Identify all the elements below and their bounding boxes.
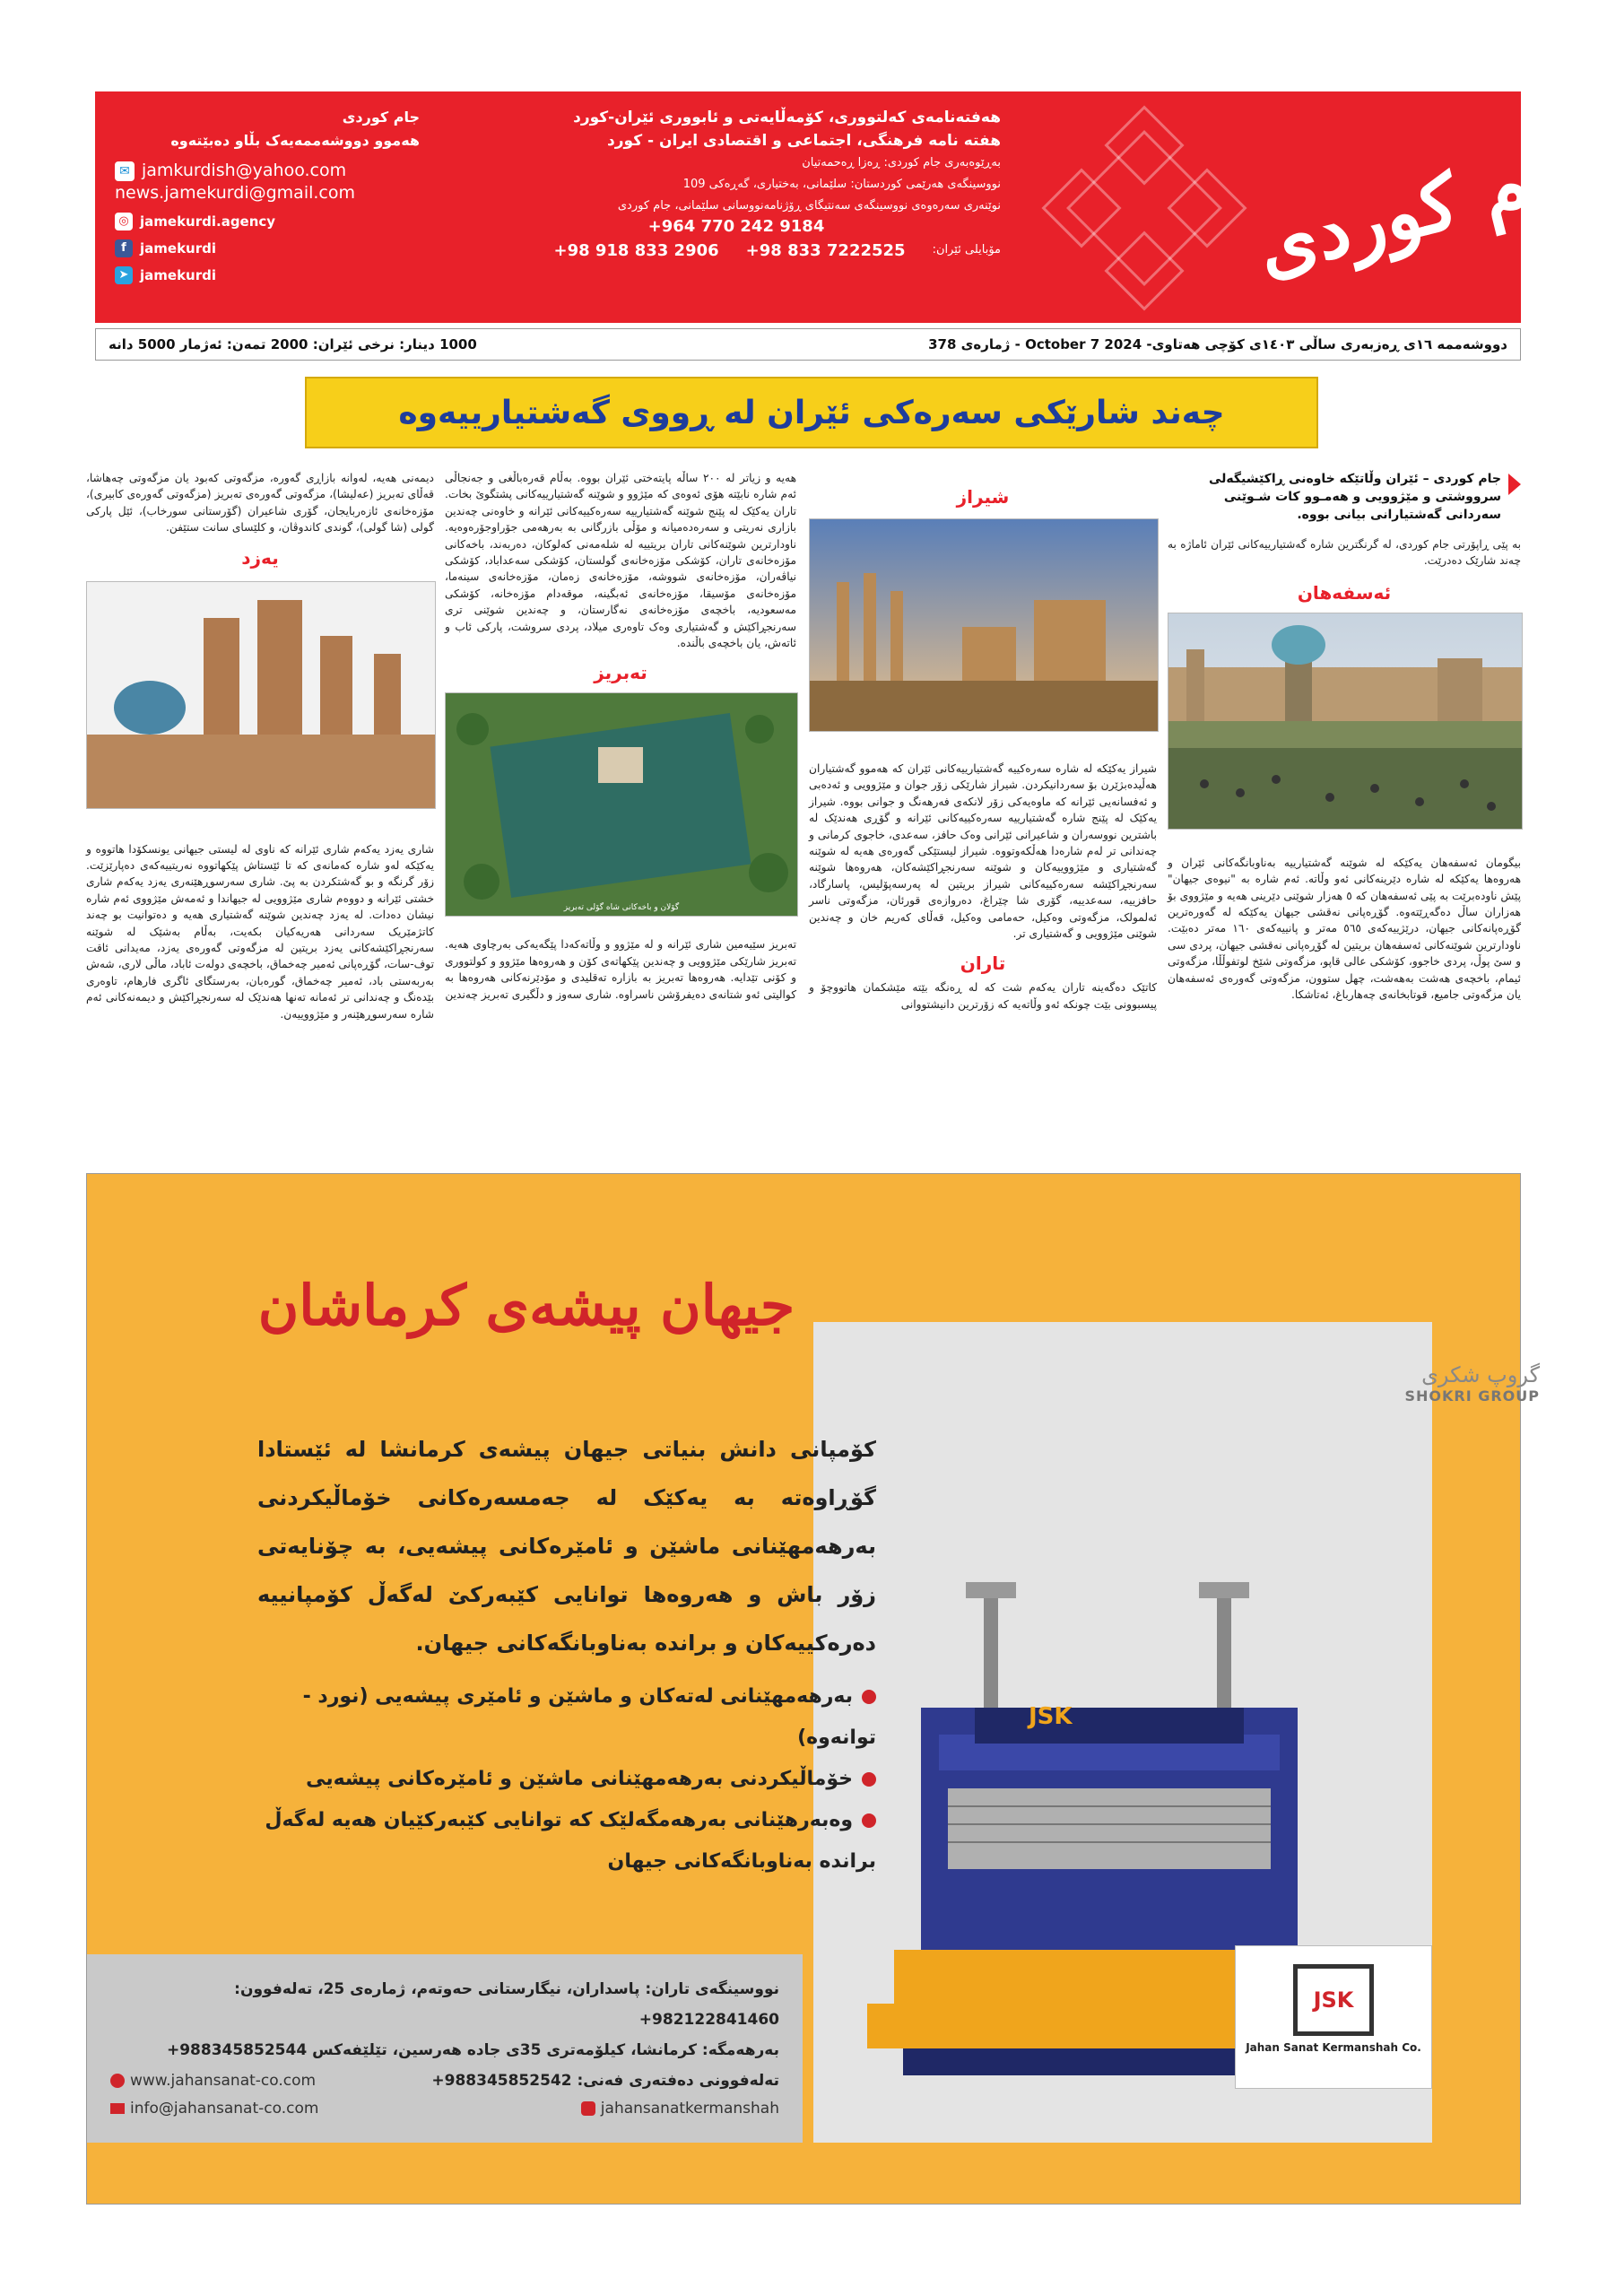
- subheading-yazd: یەزد: [241, 546, 279, 569]
- bullet-icon: [862, 1690, 876, 1704]
- logo: [1247, 91, 1606, 323]
- article-column-2: [809, 470, 1157, 1013]
- shokri-group-en: SHOKRI GROUP: [1404, 1387, 1540, 1405]
- article-shiraz-text: شیراز یەکێکە لە شارە سەرەکییە گەشتیارییەکانی ئێران کە هەموو گەشتیاران هەڵیدەبژێرن بۆ سەردانیکردن. شیراز شارێکی زۆر جوان و مێژوویی و ئەدەبی و ئەفسانەیی ئێرانە کە ماوەیەکی زۆر لانکەی فەرهەنگ و جوانی بووە. شیراز یەکێک لە پێنج شارە گەشتیارییە سەرەکییەکانی ئێرانە و گۆڕی هەندێک لە باشترین نووسەران و شاعیرانی ئێرانی وەک حافز، سەعدی، خاجوی کرمانی و چەندانی تر لەم شارەدا هەڵکەوتووە. شیراز لیستێکی گەورەی هەیە لە شوێنە گەشتیاری و مێژووییەکان و شوێنە سەرنجڕاکێشەکان، هەروەها شوێنە سەرنجڕاکێشە سەرەکییەکانی شیراز بریتین لە پەرسەپۆلیس، پاسارگاد، حافزییە، سەعدییە، گۆری شا چێراغ، دەروازەی قورئان، مزگەوتی ناسر ئەلمولک، مزگەوتی وەکیل، حەمامی وەکیل، قەڵای کەریم خان و چەندین شوێنی مێژوویی و گەشتیاری تر.: [809, 762, 1157, 941]
- issue-date: دووشەممە ١٦ی ڕەزبەری ساڵی ١٤٠٣ی کۆچی هەتاوی- 2024 7 October - ژمارەی 378: [928, 336, 1507, 352]
- photo-shiraz: [809, 518, 1159, 732]
- bullet-icon: [862, 1813, 876, 1828]
- email-icon: ✉: [115, 161, 135, 181]
- jsk-logo-box: [1235, 1945, 1432, 2089]
- instagram-icon: [581, 2101, 595, 2116]
- email-icon: [110, 2103, 125, 2114]
- article-column-3: [445, 470, 796, 1003]
- left-subtitle: هەموو دووشەممەیەک بڵاو دەبێتەوە: [170, 132, 420, 149]
- ad-instagram[interactable]: jahansanatkermanshah: [600, 2100, 779, 2118]
- photo-isfahan: [1168, 613, 1523, 830]
- logo-text: جام کوردی: [1247, 121, 1606, 292]
- article-tehran-text: کاتێک دەگەینە تاران یەکەم شت کە لە ڕەنگە بێتە مێشکمان هاتووچۆ و پیسبوونی بێت چونکە ئەو وڵاتەیە کە زۆرترین دانیشتووانی: [809, 981, 1157, 1011]
- decorative-motif: [1037, 100, 1252, 316]
- subheading-isfahan: ئەسفەهان: [1297, 581, 1392, 604]
- facebook-handle[interactable]: jamekurdi: [140, 240, 216, 257]
- weekly-title-fa: هفته نامه فرهنگی، اجتماعی و اقتصادی ایران - کورد: [607, 132, 1001, 150]
- headline: چەند شارێکی سەرەکی ئێران لە ڕووی گەشتیارییەوە: [305, 377, 1318, 448]
- machine-brand-label: JSK: [1029, 1703, 1073, 1730]
- office-rep: نوێنەری سەرەوەی نووسینگەی سەنتیگای ڕۆژنامەنووسانی سلێمانی، جام کوردی: [617, 199, 1001, 213]
- facebook-icon: f: [115, 239, 133, 257]
- left-title: جام کوردی: [342, 109, 420, 126]
- lead-marker-icon: [1508, 474, 1521, 495]
- article-isfahan-text: بیگومان ئەسفەهان یەکێکە لە شوێنە گەشتیارییە بەناوبانگەکانی ئێران و هەروەها یەکێکە لە شارە دێرینەکانی ئەو وڵاتە. ئەم شارە بە "نیوەی جیهان" پێش ناودەبرێت بە پێی ئەسفەهان کە ٥ هەزار شوێنی دێرینی هەیە و مێژووی بۆ هەزاران ساڵ دەگەڕێتەوە. گۆڕەپانی نەقشی جیهان یەکێکە لە گەورەترین گۆڕەپانەکانی جیهان، درێژییەکەی ٥٦٥ مەتر و پانییەکەی ١٦٠ مەتر دەبێت. ناودارترین شوێنەکانی ئەسفەهان بریتین لە گۆڕەپانی نەقشی جیهان، پردی سی و سێ پوڵ، پردی خاجوو، کۆشکی عالی قاپو، مزگەوتی شێخ لوتفوڵڵا، مزگەوتی ئیمام، باخچەی هەشت بەهەشت، چهل ستوون، مزگەوتی گەورەی ئەسفەهان یان مزگەوتی جامیع، قوتابخانەی چەهارباغ، ئەتاشکا.: [1168, 856, 1521, 1002]
- price-info: 1000 دینار: نرخی ئێران: 2000 تمەن: ئەژمار 5000 دانە: [109, 336, 477, 352]
- office-kurdistan: نووسینگەی هەرێمی کوردستان: سلێمانی، بەختیاری، گەڕەکی 109: [682, 178, 1001, 191]
- date-bar: [95, 328, 1521, 361]
- article-tehran-continued: هەیە و زیاتر لە ٢٠٠ ساڵە پایتەختی ئێران بووە. بەڵام قەرەباڵغی و جەنجاڵی ئەم شارە نابێتە هۆی ئەوەی کە مێژوو و شوێنە گەشتیارییەکانی پشتگوێ بخات. تاران یەکێک لە پێنج شوێنە گەشتیارییە سەرەکییەکانی ئێرانە و خاوەنی چەندین بازاری نەریتی و سەرەدەمیانە و مۆڵی بازرگانی بە بەرهەمی جۆراوجۆرەوەیە. ناودارترین شوێنەکانی تاران بریتییە لە شلەمەنی کەلوکان، دەربەند، باخەکانی مۆزەخانەی تاران، کۆشکی مۆزەخانەی گولستان، کۆشکی سەعداباد، کۆشکی نیاڤەران، مۆزەخانەی شووشە، مۆزەخانەی زەمان، مۆزەخانەی سینەما، مۆزەخانەی مۆسیقا، مۆزەخانەی ئەبگینە، موقەدام مۆزەخانە، کۆشکی مەسعودیە، باخچەی مۆزەخانەی نەگارستان، و چەندین شوێنی تری سەرنجڕاکێش و گەشتیاری وەک تاوەری میلاد، پردی سروشت، پارکی ئاب و ئاتەش، یان باخچەی باڵندە.: [445, 472, 796, 650]
- telegram-icon: ➤: [115, 266, 133, 284]
- ad-email[interactable]: info@jahansanat-co.com: [130, 2100, 319, 2118]
- ad-bullet: خۆماڵیکردنی بەرهەمهێنانی ماشێن و ئامێرەکانی پیشەیی: [257, 1759, 876, 1800]
- ad-description: کۆمپانی دانش بنیاتی جیهان پیشەی کرمانشا لە ئێستادا گۆڕاوەتە بە یەکێک لە جەمسەرەکانی خۆماڵیکردنی بەرهەمهێنانی ماشێن و ئامێرەکانی پیشەیی، بە چۆنایەتی زۆر باش و هەروەها توانایی کێبەرکێ لەگەڵ کۆمپانییە دەرەکییەکان و براندە بەناوبانگەکانی جیهان.: [257, 1437, 876, 1656]
- mobile-label: مۆبایلی ئێران:: [932, 243, 1001, 257]
- ad-bullets: [257, 1676, 876, 1883]
- email-1[interactable]: jamkurdish@yahoo.com: [142, 161, 347, 180]
- phone-iran-1: +98 833 7222525: [745, 240, 906, 260]
- photo-tabriz: [445, 692, 798, 917]
- editor-line: بەڕێوەبەری جام کوردی: ڕەزا ڕەحمەتیان: [802, 156, 1001, 170]
- article-tabriz-text: تەبریز سێیەمین شاری ئێرانە و لە مێژوو و وڵاتەکەدا پێگەیەکی بەرچاوی هەیە. تەبریز شارێکی مێژوویی و چەندین پێکهاتەی کۆن و هەروەها مێژوو و کولتووری و کۆنی تێدایە. هەروەها تەبریز بە بازارە تەقلیدی و مۆدێرنەکانی هەروەها بە کوالیتی ئەو شتانەی دەیفرۆشن ناسراوە. شاری سەوز و دڵگیری تەبریز چەندین: [445, 938, 796, 1001]
- ad-contact-factory: بەرهەمگە: کرمانشا، کیلۆمەتری 35ی جادە هەرسین، تێلێفەکس 988345852544+: [166, 2041, 779, 2059]
- masthead-contact: [115, 106, 420, 289]
- ad-website[interactable]: www.jahansanat-co.com: [130, 2072, 317, 2090]
- subheading-shiraz: شیراز: [956, 486, 1010, 508]
- shokri-group-logo: [1307, 1362, 1540, 1405]
- ad-bullet: وەبەرهێنانی بەرهەمگەلێک کە توانایی کێبەرکێیان هەیە لەگەڵ براندە بەناوبانگەکانی جیهان: [265, 1809, 876, 1873]
- shokri-group-ku: گروپ شکری: [1421, 1362, 1540, 1387]
- ad-contact-tech: تەلەفوونی دەفتەری فەنی: 988345852542+: [431, 2072, 779, 2090]
- jsk-logo: JSK: [1293, 1964, 1374, 2036]
- article-lead: جام کوردی – ئێران وڵاتێکە خاوەنی ڕاکێشیگەلی سرووشتی و مێژوویی و هەمـوو کات شـوێنی سەردانی گەشتیارانی بیانی بووە.: [1208, 472, 1501, 522]
- ad-bullet: بەرهەمهێنانی لەتەکان و ماشێن و ئامێری پیشەیی (نورد - توانەوە): [302, 1685, 876, 1749]
- subheading-tehran: تاران: [960, 952, 1006, 975]
- advertisement: [86, 1173, 1540, 2205]
- instagram-handle[interactable]: jamekurdi.agency: [140, 213, 276, 230]
- masthead: [95, 91, 1606, 323]
- photo-yazd: [86, 581, 436, 809]
- bullet-icon: [862, 1772, 876, 1787]
- telegram-handle[interactable]: jamekurdi: [140, 267, 216, 283]
- jsk-company-name: Jahan Sanat Kermanshah Co.: [1246, 2041, 1421, 2054]
- article-column-4: [86, 470, 434, 1022]
- ad-title: جیهان پیشەی کرماشان: [257, 1273, 795, 1338]
- web-icon: [110, 2074, 125, 2088]
- phone-iraq: +964 770 242 9184: [647, 217, 825, 236]
- article-yazd-text: شاری یەزد یەکەم شاری ئێرانە کە ناوی لە لیستی جیهانی یونسکۆدا هاتووە و یەکێکە لەو شارە کەمانەی کە تا ئێستاش پێکهاتووە نەریتییەکەی دەپارێزێت. زۆر گرنگە و بو گەشتکردن بە پێ. شاری سەرسوڕهێنەری یەزد یەکەم شاری خشتی ئێرانە و دووەم شاری مێژوویی لە جیهاندا و ئەمەش مێژووی ئەم شارە نیشان دەدات. لە یەزد چەندین شوێنە گەشتیاری هەیە و دەتوانیت بو چەند کاتژمێریک سەردانی هەریەکیان بکەیت، بەڵام بەشێک لە شوێنە سەرنجڕاکێشەکانی یەزد بریتین لە مزگەوتی گەورەی یەزد، مەیدانی ئاقت توف-سات، گۆڕەپانی ئەمیر چەخماق، باخچەی دولەت ئاباد، ماڵی لاری، شەش بەربەستی باد، ئەمیر چەخماق، گورەبان، بەرستگای ئاگری فارهام، تاوەری بێدەنگ و چەندانی تر ئەمانە تەنها هەندێک لە سەرنجڕاکێش و دیمەنەکانی ئەم شارە سەرسوڕهێنەر و مێژووییەن.: [86, 842, 434, 1021]
- article-column-1: [1168, 470, 1521, 1003]
- ad-contact-box: [87, 1954, 803, 2143]
- email-2[interactable]: news.jamekurdi@gmail.com: [115, 183, 355, 203]
- instagram-icon: ◎: [115, 213, 133, 230]
- article-tabriz-continued: دیمەنی هەیە، لەوانە بازاڕی گەورە، مزگەوتی کەبود یان مزگەوتی چەهاشا، قەڵای تەبریز (عەلیشا)، مزگەوتی گەورەی تەبریز (مزگەوتی گەورەی کابیری)، مۆزەخانەی ئازەربایجان، گۆری شاعیران (گۆرستانی سورخاب)، ئێل پارکی گولی (شا گولی)، گوندی کاندوڤان، و کلێسای سانت ستێفن.: [86, 472, 434, 535]
- phone-iran-2: +98 918 833 2906: [553, 240, 719, 260]
- masthead-info: [472, 106, 1001, 261]
- weekly-title-ku: هەفتەنامەی کەلتووری، کۆمەڵایەتی و ئابووری ئێران-کورد: [573, 109, 1001, 126]
- photo-tabriz-caption: گۆلان و باخەکانی شاه گۆلی تەبریز: [563, 903, 680, 913]
- subheading-tabriz: تەبریز: [594, 662, 647, 684]
- article-intro: بە پێی ڕاپۆرتی جام کوردی، لە گرنگترین شارە گەشتیارییەکانی ئێران ئاماژە بە چەند شارێک دەدرێت.: [1168, 538, 1521, 568]
- ad-contact-tehran: نووسینگەی تاران: پاسداران، نیگارستانی حەوتەم، ژمارەی 25، تەلەفوون: 982122841460+: [234, 1980, 779, 2029]
